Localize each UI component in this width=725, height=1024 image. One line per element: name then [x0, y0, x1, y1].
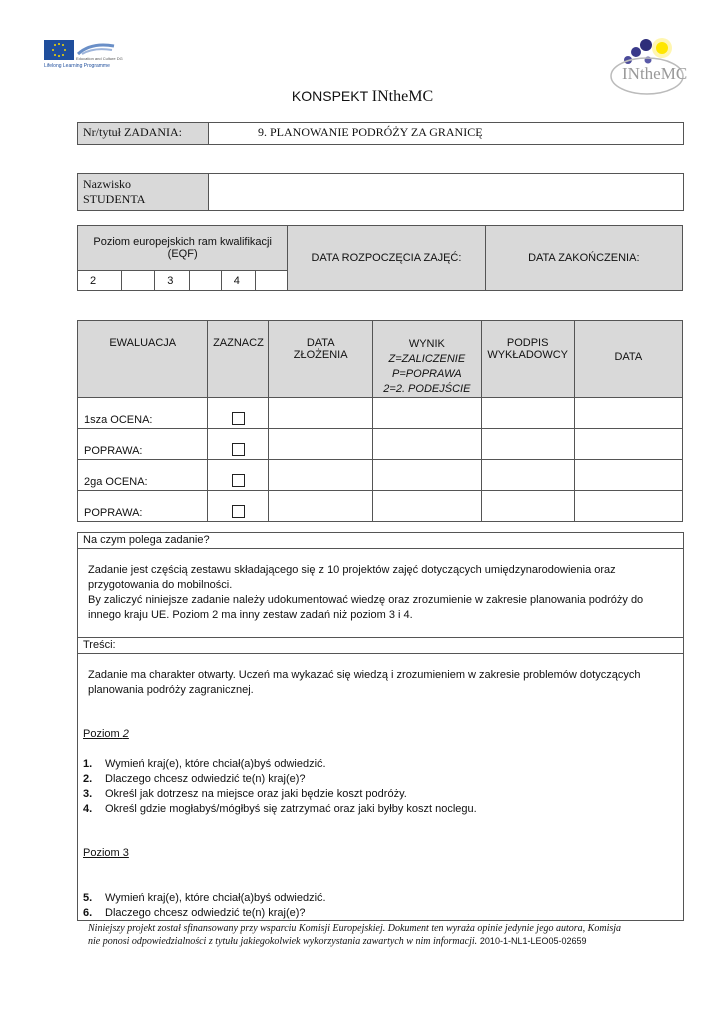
description-line: innego kraju UE. Poziom 2 ma inny zestaw zadań niż poziom 3 i 4. [88, 609, 413, 621]
date-cell[interactable] [269, 460, 373, 491]
task-description [88, 563, 643, 623]
eqf-level-3: 3 [155, 271, 190, 291]
title-prefix: KONSPEKT [291, 88, 372, 104]
header-data: DATA [574, 321, 682, 398]
eu-caption-1: Education and Culture DG [76, 56, 123, 61]
project-code: 2010-1-NL1-LEO05-02659 [479, 936, 587, 946]
student-label-2: STUDENTA [83, 192, 146, 206]
level3-list [83, 891, 326, 921]
task-value: 9. PLANOWANIE PODRÓŻY ZA GRANICĘ [258, 125, 483, 139]
checkbox[interactable] [232, 505, 245, 518]
tresci-text [88, 668, 640, 698]
eqf-label-2: (EQF) [167, 248, 198, 260]
level3-heading: Poziom 3 [83, 847, 129, 859]
student-name-field[interactable] [208, 173, 684, 211]
footer-line-2: nie ponosi odpowiedzialności z tytułu jakiegokolwiek wykorzystania zawartych w nim informacji. [88, 936, 478, 947]
eqf-table [77, 225, 683, 291]
tresci-line: Zadanie ma charakter otwarty. Uczeń ma wykazać się wiedzą i zrozumieniem w zakresie problemów dotyczących [88, 669, 641, 681]
signature-cell[interactable] [481, 398, 574, 429]
list-item: 3. Określ jak dotrzesz na miejsce oraz jaki będzie koszt podróży. [83, 788, 407, 800]
description-line: przygotowania do mobilności. [88, 579, 233, 591]
date-cell[interactable] [574, 398, 682, 429]
eqf-check-4[interactable] [256, 271, 288, 291]
tresci-heading: Treści: [83, 639, 116, 651]
tresci-line: planowania podróży zagranicznej. [88, 684, 254, 696]
result-cell[interactable] [372, 429, 481, 460]
eqf-check-2[interactable] [122, 271, 155, 291]
divider [77, 653, 683, 654]
footer-disclaimer [88, 922, 688, 948]
result-cell[interactable] [372, 491, 481, 522]
checkbox[interactable] [232, 443, 245, 456]
signature-cell[interactable] [481, 460, 574, 491]
title-brand: INtheMC [371, 88, 434, 105]
header-wynik: WYNIK Z=ZALICZENIE P=POPRAWA 2=2. PODEJŚCIE [372, 321, 481, 398]
date-cell[interactable] [269, 429, 373, 460]
page-title [0, 88, 725, 106]
table-row [78, 491, 683, 522]
table-row [78, 398, 683, 429]
date-cell[interactable] [574, 429, 682, 460]
date-cell[interactable] [269, 398, 373, 429]
row-label: 1sza OCENA: [78, 398, 208, 429]
start-date-header [288, 226, 485, 291]
description-line: By zaliczyć niniejsze zadanie należy udokumentować wiedzę oraz zrozumienie w zakresie planowania podróży do [88, 594, 644, 606]
eu-caption-2: Lifelong Learning Programme [44, 63, 110, 69]
eu-flag-icon [44, 40, 74, 60]
question-heading: Na czym polega zadanie? [83, 534, 210, 546]
header-ewaluacja: EWALUACJA [78, 321, 208, 398]
checkbox[interactable] [232, 474, 245, 487]
divider [77, 637, 683, 638]
list-item: 2. Dlaczego chcesz odwiedzić te(n) kraj(e)? [83, 773, 306, 785]
list-item: 4. Określ gdzie mogłabyś/mógłbyś się zatrzymać oraz jaki byłby koszt noclegu. [83, 803, 477, 815]
task-label: Nr/tytuł ZADANIA: [83, 125, 182, 139]
start-date-label: DATA ROZPOCZĘCIA ZAJĘĆ: [311, 252, 462, 264]
row-label: POPRAWA: [78, 491, 208, 522]
date-cell[interactable] [574, 460, 682, 491]
list-item: 5. Wymień kraj(e), które chciał(a)byś odwiedzić. [83, 892, 326, 904]
checkbox[interactable] [232, 412, 245, 425]
eu-logo [44, 40, 144, 72]
header-podpis: PODPIS WYKŁADOWCY [481, 321, 574, 398]
eqf-label-1: Poziom europejskich ram kwalifikacji [93, 236, 272, 248]
date-cell[interactable] [574, 491, 682, 522]
result-cell[interactable] [372, 398, 481, 429]
eqf-check-3[interactable] [189, 271, 221, 291]
level2-heading: Poziom 2 [83, 728, 129, 740]
header-data-zlozenia: DATA ZŁOŻENIA [269, 321, 373, 398]
eqf-level-2: 2 [78, 271, 122, 291]
list-item: 6. Dlaczego chcesz odwiedzić te(n) kraj(e)? [83, 907, 306, 919]
eqf-label-cell [78, 226, 288, 271]
level2-list [83, 757, 477, 817]
student-label-1: Nazwisko [83, 177, 131, 191]
row-label: POPRAWA: [78, 429, 208, 460]
date-cell[interactable] [269, 491, 373, 522]
evaluation-table [77, 320, 683, 522]
eqf-level-4: 4 [221, 271, 256, 291]
description-line: Zadanie jest częścią zestawu składającego się z 10 projektów zajęć dotyczących umiędzynarodowienia oraz [88, 564, 616, 576]
signature-cell[interactable] [481, 429, 574, 460]
divider [77, 548, 683, 549]
inthemc-logo [606, 34, 688, 96]
signature-cell[interactable] [481, 491, 574, 522]
footer-line-1: Niniejszy projekt został sfinansowany przy wsparciu Komisji Europejskiej. Dokument ten wyraża opinie jedynie jego autora, Komisja [88, 923, 622, 934]
table-row [78, 429, 683, 460]
result-cell[interactable] [372, 460, 481, 491]
table-row [78, 460, 683, 491]
end-date-label: DATA ZAKOŃCZENIA: [528, 252, 640, 264]
logo-text: INtheMC [622, 64, 688, 83]
llp-swoosh-icon [76, 42, 116, 56]
end-date-header [485, 226, 682, 291]
header-zaznacz: ZAZNACZ [208, 321, 269, 398]
row-label: 2ga OCENA: [78, 460, 208, 491]
list-item: 1. Wymień kraj(e), które chciał(a)byś odwiedzić. [83, 758, 326, 770]
